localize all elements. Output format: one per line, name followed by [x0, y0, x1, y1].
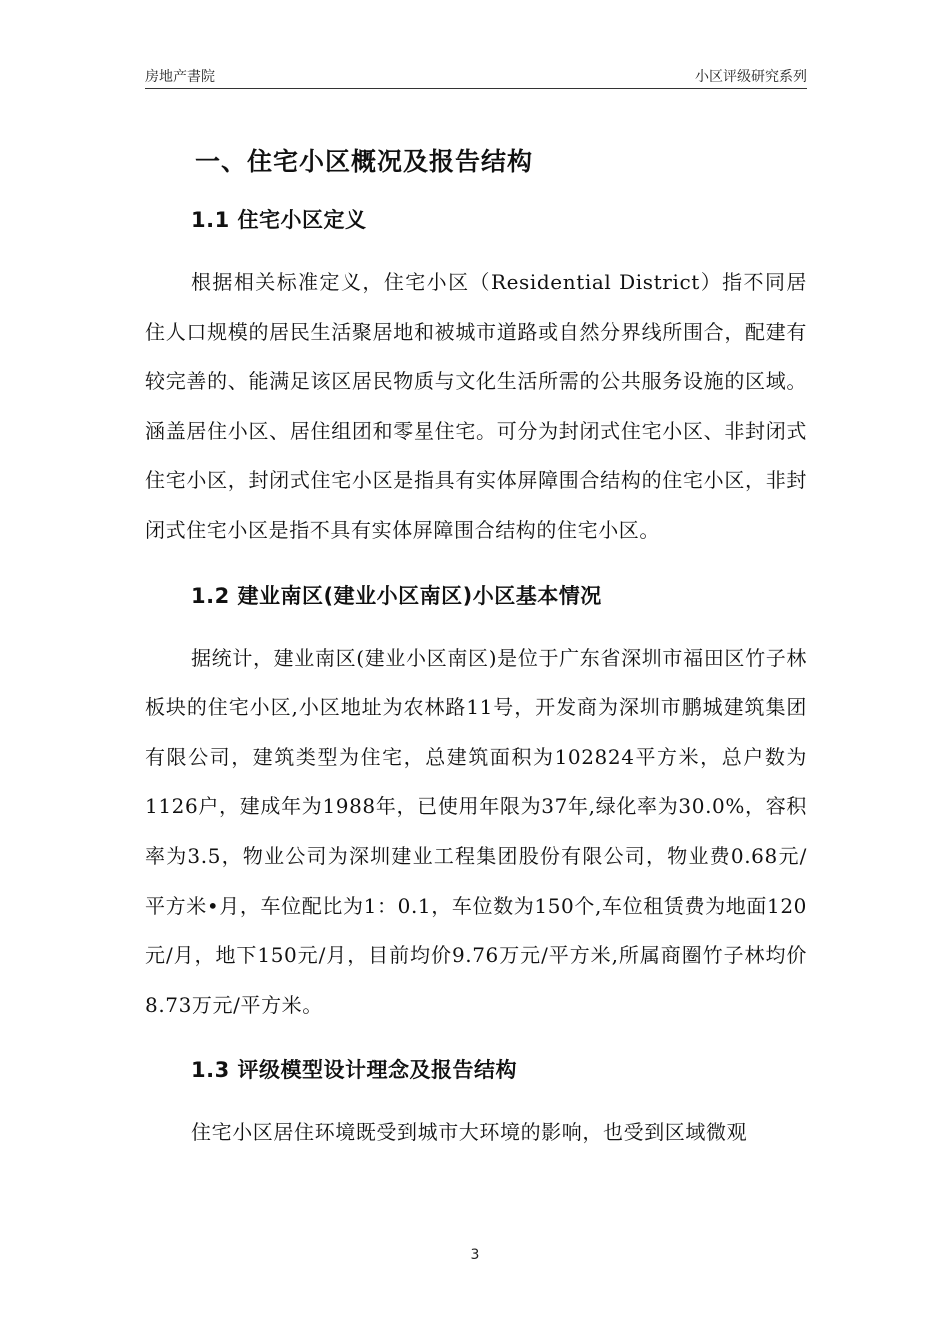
section-paragraph-1-1: 根据相关标准定义，住宅小区（Residential District）指不同居住人口规模的居民生活聚居地和被城市道路或自然分界线所围合，配建有较完善的、能满足该区居民物质与文化生活所需的公共服务设施的区域。涵盖居住小区、居住组团和零星住宅。可分为封闭式住宅小区、非封闭式住宅小区，封闭式住宅小区是指具有实体屏障围合结构的住宅小区，非封闭式住宅小区是指不具有实体屏障围合结构的住宅小区。 [145, 270, 807, 542]
page-body [145, 140, 807, 1158]
page-number: 3 [470, 1247, 480, 1263]
chapter-title: 一、住宅小区概况及报告结构 [195, 147, 534, 176]
section-heading-1-3: 1.3 评级模型设计理念及报告结构 [191, 1058, 518, 1083]
section-paragraph-1-3: 住宅小区居住环境既受到城市大环境的影响，也受到区域微观 [191, 1120, 748, 1145]
page-header [145, 66, 807, 89]
header-publisher: 房地产書院 [145, 69, 215, 85]
section-heading-1-2: 1.2 建业南区(建业小区南区)小区基本情况 [191, 583, 602, 608]
section-heading-1-1: 1.1 住宅小区定义 [191, 208, 367, 232]
header-series-title: 小区评级研究系列 [695, 69, 807, 85]
section-paragraph-1-2: 据统计，建业南区(建业小区南区)是位于广东省深圳市福田区竹子林板块的住宅小区,小区地址为农林路11号，开发商为深圳市鹏城建筑集团有限公司，建筑类型为住宅，总建筑面积为102824平方米，总户数为1126户，建成年为1988年，已使用年限为37年,绿化率为30.0%，容积率为3.5，物业公司为深圳建业工程集团股份有限公司，物业费0.68元/平方米•月，车位配比为1：0.1，车位数为150个,车位租赁费为地面120元/月，地下150元/月，目前均价9.76万元/平方米,所属商圈竹子林均价8.73万元/平方米。 [145, 645, 807, 1017]
